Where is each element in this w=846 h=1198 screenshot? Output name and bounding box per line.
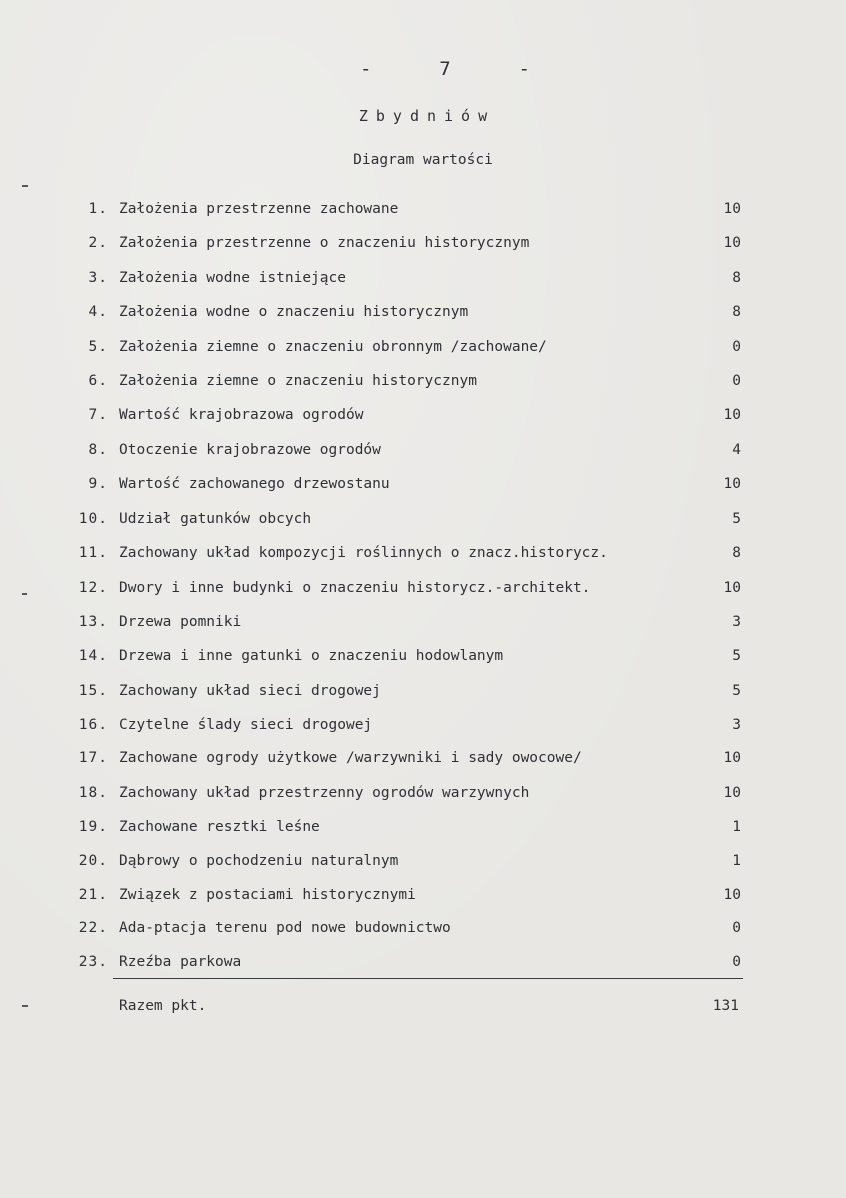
item-number: 13.	[78, 614, 108, 630]
item-label: Zachowany układ przestrzenny ogrodów warzywnych	[119, 785, 530, 801]
item-value: 10	[723, 235, 741, 251]
item-number: 21.	[78, 887, 108, 903]
item-label: Związek z postaciami historycznymi	[119, 887, 416, 903]
total-divider	[113, 978, 743, 979]
list-item	[0, 201, 846, 225]
item-label: Drzewa i inne gatunki o znaczeniu hodowlanym	[119, 648, 504, 664]
list-item	[0, 683, 846, 707]
page-number-right-dash: -	[518, 58, 530, 80]
item-value: 8	[732, 304, 741, 320]
document-title: Zbydniów	[358, 107, 496, 125]
item-value: 10	[723, 201, 741, 217]
item-label: Założenia ziemne o znaczeniu historycznym	[119, 373, 477, 389]
item-label: Założenia przestrzenne zachowane	[119, 201, 399, 217]
list-item	[0, 819, 846, 843]
list-item	[0, 476, 846, 500]
page-number-left-dash: -	[360, 58, 372, 80]
item-label: Udział gatunków obcych	[119, 511, 312, 527]
item-label: Czytelne ślady sieci drogowej	[119, 717, 373, 733]
page-number	[360, 58, 530, 80]
item-label: Wartość krajobrazowa ogrodów	[119, 407, 364, 423]
item-label: Ada-ptacja terenu pod nowe budownictwo	[119, 920, 451, 936]
list-item	[0, 954, 846, 978]
item-number: 5.	[88, 339, 108, 355]
item-label: Dwory i inne budynki o znaczeniu historycz.-architekt.	[119, 580, 591, 596]
item-value: 0	[732, 920, 741, 936]
list-item	[0, 373, 846, 397]
item-label: Zachowane ogrody użytkowe /warzywniki i sady owocowe/	[119, 750, 582, 766]
item-value: 5	[732, 648, 741, 664]
list-item	[0, 304, 846, 328]
list-item	[0, 887, 846, 911]
list-item	[0, 920, 846, 944]
item-number: 18.	[78, 785, 108, 801]
total-label: Razem pkt.	[119, 998, 207, 1014]
list-item	[0, 853, 846, 877]
item-number: 22.	[78, 920, 108, 936]
item-label: Zachowany układ kompozycji roślinnych o znacz.historycz.	[119, 545, 608, 561]
item-label: Rzeźba parkowa	[119, 954, 242, 970]
item-value: 3	[732, 614, 741, 630]
item-label: Założenia wodne istniejące	[119, 270, 346, 286]
total-value: 131	[712, 998, 739, 1014]
item-value: 8	[732, 545, 741, 561]
item-label: Otoczenie krajobrazowe ogrodów	[119, 442, 381, 458]
item-number: 6.	[88, 373, 108, 389]
item-number: 3.	[88, 270, 108, 286]
margin-mark	[22, 1005, 28, 1007]
item-value: 10	[723, 887, 741, 903]
item-label: Założenia przestrzenne o znaczeniu historycznym	[119, 235, 530, 251]
item-value: 10	[723, 476, 741, 492]
item-value: 0	[732, 373, 741, 389]
item-value: 5	[732, 683, 741, 699]
item-number: 23.	[78, 954, 108, 970]
list-item	[0, 580, 846, 604]
list-item	[0, 648, 846, 672]
item-number: 17.	[78, 750, 108, 766]
list-item	[0, 407, 846, 431]
list-item	[0, 785, 846, 809]
item-label: Drzewa pomniki	[119, 614, 242, 630]
margin-mark	[22, 593, 27, 595]
margin-mark	[22, 185, 28, 187]
list-item	[0, 442, 846, 466]
item-number: 9.	[88, 476, 108, 492]
item-value: 1	[732, 819, 741, 835]
item-label: Wartość zachowanego drzewostanu	[119, 476, 390, 492]
item-value: 10	[723, 750, 741, 766]
item-number: 14.	[78, 648, 108, 664]
list-item	[0, 614, 846, 638]
item-number: 10.	[78, 511, 108, 527]
item-number: 11.	[78, 545, 108, 561]
item-number: 4.	[88, 304, 108, 320]
item-value: 8	[732, 270, 741, 286]
item-number: 12.	[78, 580, 108, 596]
list-item	[0, 750, 846, 774]
item-value: 10	[723, 580, 741, 596]
item-value: 4	[732, 442, 741, 458]
total-row	[0, 998, 846, 1022]
item-number: 1.	[88, 201, 108, 217]
item-value: 0	[732, 339, 741, 355]
page-number-value: 7	[439, 58, 451, 80]
item-value: 5	[732, 511, 741, 527]
item-label: Założenia ziemne o znaczeniu obronnym /zachowane/	[119, 339, 547, 355]
list-item	[0, 235, 846, 259]
list-item	[0, 339, 846, 363]
item-value: 10	[723, 407, 741, 423]
item-value: 3	[732, 717, 741, 733]
list-item	[0, 270, 846, 294]
list-item	[0, 717, 846, 741]
item-label: Zachowany układ sieci drogowej	[119, 683, 381, 699]
item-number: 20.	[78, 853, 108, 869]
item-number: 19.	[78, 819, 108, 835]
item-number: 2.	[88, 235, 108, 251]
item-number: 8.	[88, 442, 108, 458]
list-item	[0, 511, 846, 535]
item-value: 10	[723, 785, 741, 801]
item-number: 7.	[88, 407, 108, 423]
item-number: 15.	[78, 683, 108, 699]
item-label: Założenia wodne o znaczeniu historycznym	[119, 304, 469, 320]
item-number: 16.	[78, 717, 108, 733]
list-item	[0, 545, 846, 569]
document-subtitle: Diagram wartości	[353, 152, 493, 168]
item-label: Zachowane resztki leśne	[119, 819, 320, 835]
item-value: 0	[732, 954, 741, 970]
item-label: Dąbrowy o pochodzeniu naturalnym	[119, 853, 399, 869]
item-value: 1	[732, 853, 741, 869]
